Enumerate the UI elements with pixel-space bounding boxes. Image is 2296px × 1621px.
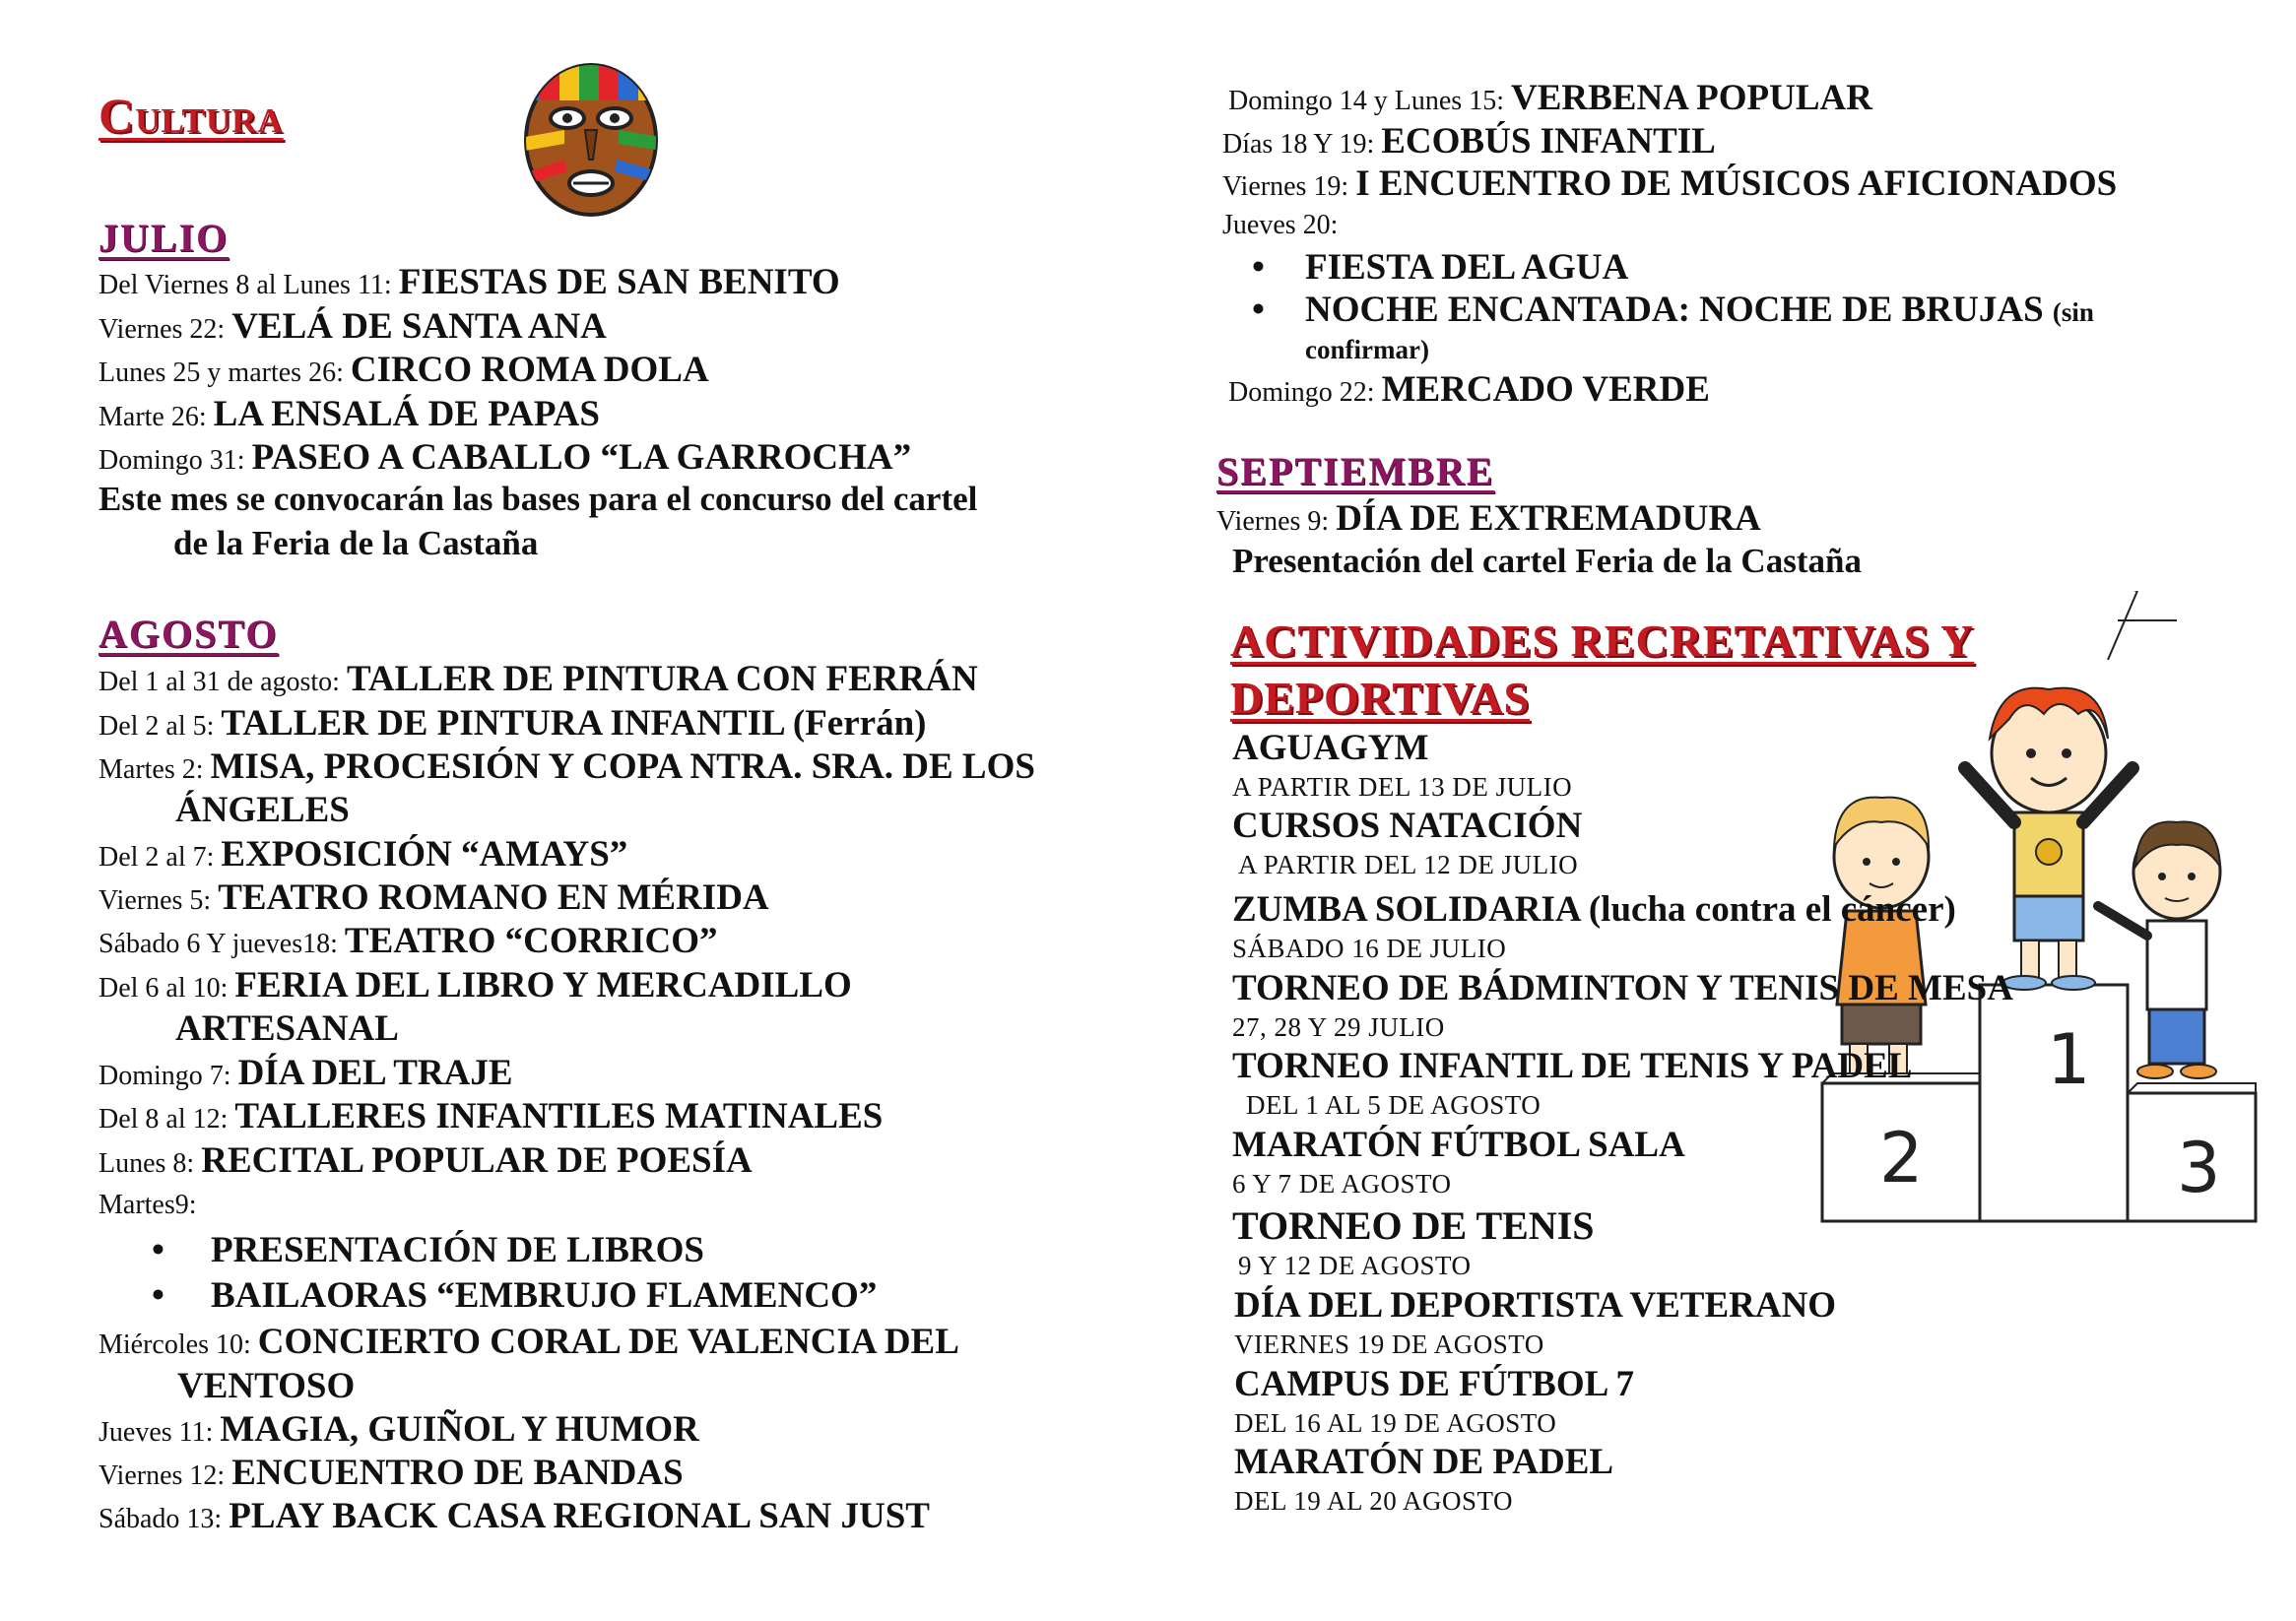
deporte-when: A PARTIR DEL 13 DE JULIO bbox=[1232, 772, 1573, 802]
deporte-when: A PARTIR DEL 12 DE JULIO bbox=[1238, 850, 1579, 879]
agosto-item: Lunes 8: RECITAL POPULAR DE POESÍA bbox=[98, 1140, 753, 1181]
agosto-item: Del 8 al 12: TALLERES INFANTILES MATINALES bbox=[98, 1096, 884, 1136]
deporte-when: DEL 19 AL 20 AGOSTO bbox=[1234, 1486, 1514, 1516]
deporte-name: AGUAGYM bbox=[1232, 728, 1429, 768]
list-item-cont: confirmar) bbox=[1305, 335, 1429, 364]
septiembre-note: Presentación del cartel Feria de la Castaña bbox=[1232, 542, 1862, 580]
deporte-name: CAMPUS DE FÚTBOL 7 bbox=[1234, 1364, 1635, 1404]
podium-first-label: 1 bbox=[2047, 1019, 2091, 1100]
podium-third-label: 3 bbox=[2177, 1128, 2221, 1208]
cultura-title: Cultura bbox=[98, 88, 284, 143]
agosto-item: Viernes 5: TEATRO ROMANO EN MÉRIDA bbox=[98, 877, 769, 918]
list-item: • BAILAORAS “EMBRUJO FLAMENCO” bbox=[152, 1275, 878, 1316]
deporte-name: TORNEO DE TENIS bbox=[1232, 1203, 1595, 1248]
agosto-item: Jueves 20: bbox=[1222, 210, 1339, 240]
bullet-icon: • bbox=[152, 1230, 164, 1270]
julio-item: Marte 26: LA ENSALÁ DE PAPAS bbox=[98, 394, 600, 434]
list-item: • FIESTA DEL AGUA bbox=[1252, 247, 1629, 288]
agosto-item: Martes9: bbox=[98, 1190, 197, 1220]
agosto-item: Viernes 19: I ENCUENTRO DE MÚSICOS AFICIONADOS bbox=[1222, 163, 2118, 204]
agosto-item: Domingo 22: MERCADO VERDE bbox=[1228, 369, 1710, 410]
agosto-item: Sábado 6 Y jueves18: TEATRO “CORRICO” bbox=[98, 921, 718, 961]
bullet-icon: • bbox=[1252, 290, 1265, 330]
agosto-item-cont: VENTOSO bbox=[177, 1366, 356, 1406]
deporte-when: 27, 28 Y 29 JULIO bbox=[1232, 1012, 1445, 1042]
julio-note: Este mes se convocarán las bases para el concurso del cartel bbox=[98, 480, 978, 518]
deporte-when: SÁBADO 16 DE JULIO bbox=[1232, 934, 1507, 963]
deportes-title-cont: DEPORTIVAS bbox=[1230, 673, 1531, 723]
bullet-icon: • bbox=[152, 1275, 164, 1316]
deporte-when: VIERNES 19 DE AGOSTO bbox=[1234, 1329, 1544, 1359]
julio-item: Viernes 22: VELÁ DE SANTA ANA bbox=[98, 306, 607, 347]
bullet-icon: • bbox=[1252, 247, 1265, 288]
deporte-name: DÍA DEL DEPORTISTA VETERANO bbox=[1234, 1285, 1837, 1326]
septiembre-heading: SEPTIEMBRE bbox=[1216, 449, 1495, 493]
julio-heading: JULIO bbox=[98, 216, 230, 260]
agosto-item: Miércoles 10: CONCIERTO CORAL DE VALENCIA DEL bbox=[98, 1322, 959, 1362]
agosto-item-cont: ÁNGELES bbox=[175, 790, 350, 830]
list-item: • NOCHE ENCANTADA: NOCHE DE BRUJAS (sin bbox=[1252, 290, 2094, 330]
julio-item: Del Viernes 8 al Lunes 11: FIESTAS DE SAN BENITO bbox=[98, 262, 840, 302]
deporte-name: MARATÓN DE PADEL bbox=[1234, 1442, 1614, 1482]
podium-second-label: 2 bbox=[1879, 1118, 1924, 1199]
julio-item: Lunes 25 y martes 26: CIRCO ROMA DOLA bbox=[98, 350, 709, 390]
deporte-name: MARATÓN FÚTBOL SALA bbox=[1232, 1125, 1685, 1165]
julio-note-cont: de la Feria de la Castaña bbox=[173, 524, 539, 562]
deporte-when: 6 Y 7 DE AGOSTO bbox=[1232, 1169, 1452, 1199]
agosto-item-cont: ARTESANAL bbox=[175, 1008, 399, 1049]
agosto-item: Domingo 14 y Lunes 15: VERBENA POPULAR bbox=[1228, 78, 1872, 118]
julio-item: Domingo 31: PASEO A CABALLO “LA GARROCHA” bbox=[98, 437, 912, 478]
agosto-item: Jueves 11: MAGIA, GUIÑOL Y HUMOR bbox=[98, 1409, 699, 1450]
deporte-name: TORNEO DE BÁDMINTON Y TENIS DE MESA bbox=[1232, 968, 2013, 1008]
deporte-name: ZUMBA SOLIDARIA (lucha contra el cáncer) bbox=[1232, 889, 1956, 930]
agosto-item: Sábado 13: PLAY BACK CASA REGIONAL SAN JUST bbox=[98, 1496, 930, 1536]
agosto-item: Días 18 Y 19: ECOBÚS INFANTIL bbox=[1222, 121, 1716, 162]
agosto-heading: AGOSTO bbox=[98, 612, 279, 656]
agosto-item: Del 2 al 7: EXPOSICIÓN “AMAYS” bbox=[98, 834, 628, 875]
agosto-item: Del 2 al 5: TALLER DE PINTURA INFANTIL (Ferrán) bbox=[98, 703, 927, 744]
agosto-item: Del 1 al 31 de agosto: TALLER DE PINTURA CON FERRÁN bbox=[98, 659, 978, 699]
deportes-title: ACTIVIDADES RECRETATIVAS Y bbox=[1230, 616, 1975, 666]
septiembre-item: Viernes 9: DÍA DE EXTREMADURA bbox=[1216, 498, 1761, 539]
agosto-item: Martes 2: MISA, PROCESIÓN Y COPA NTRA. SRA. DE LOS bbox=[98, 746, 1035, 787]
deporte-when: DEL 1 AL 5 DE AGOSTO bbox=[1246, 1090, 1542, 1120]
tribal-mask-icon bbox=[520, 61, 668, 224]
deporte-when: 9 Y 12 DE AGOSTO bbox=[1238, 1251, 1472, 1280]
agosto-item: Del 6 al 10: FERIA DEL LIBRO Y MERCADILLO bbox=[98, 965, 852, 1005]
agosto-item: Viernes 12: ENCUENTRO DE BANDAS bbox=[98, 1453, 684, 1493]
deporte-name: TORNEO INFANTIL DE TENIS Y PADEL bbox=[1232, 1046, 1913, 1086]
agosto-item: Domingo 7: DÍA DEL TRAJE bbox=[98, 1053, 513, 1093]
deporte-name: CURSOS NATACIÓN bbox=[1232, 806, 1583, 846]
list-item: • PRESENTACIÓN DE LIBROS bbox=[152, 1230, 704, 1270]
deporte-when: DEL 16 AL 19 DE AGOSTO bbox=[1234, 1408, 1557, 1438]
